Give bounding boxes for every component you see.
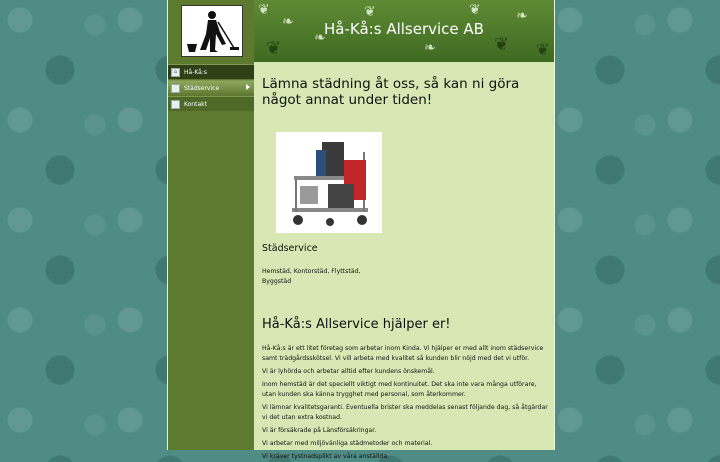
leaf-decoration-icon: ❦: [469, 2, 481, 18]
header-banner: [254, 0, 554, 62]
leaf-decoration-icon: ❦: [494, 34, 510, 55]
leaf-decoration-icon: ❧: [314, 30, 326, 46]
about-paragraph: Inom hemstäd är det speciellt viktigt med kontinuitet. Det ska inte vara många utförare, utan kunden ska känna trygghet med personal, som återkommer.: [262, 381, 537, 398]
nav-item-kontakt[interactable]: [168, 96, 254, 111]
leaf-decoration-icon: ❧: [516, 8, 528, 24]
page-icon: [171, 84, 180, 93]
about-paragraph: Vi är försäkrade på Länsförsäkringar.: [262, 427, 377, 434]
nav-item-label: Kontakt: [184, 100, 207, 108]
leaf-decoration-icon: ❧: [282, 14, 294, 30]
service-list: [262, 267, 550, 287]
submenu-arrow-icon: [246, 84, 250, 90]
nav-item-label: Städservice: [184, 84, 220, 92]
about-title: Hå-Kå:s Allservice hjälper er!: [262, 317, 451, 332]
page-headline: Lämna städning åt oss, så kan ni göra något annat under tiden!: [262, 76, 520, 108]
cleaner-silhouette-icon: [182, 6, 242, 56]
site-title: Hå-Kå:s Allservice AB: [324, 20, 484, 38]
about-paragraph: Vi lämnar kvalitetsgaranti. Eventuella brister ska meddelas senast följande dag, så åtgärdar vi det utan extra kostnad.: [262, 404, 548, 421]
service-line: Byggstäd: [262, 278, 292, 285]
leaf-decoration-icon: ❦: [258, 2, 270, 18]
leaf-decoration-icon: ❦: [266, 38, 282, 59]
about-paragraph: Hå-Kå:s är ett litet företag som arbetar inom Kinda. Vi hjälper er med allt inom städservice samt trädgårdsskötsel. Vi vill arbeta med kvalitet så kunden blir nöjd med det vi utför.: [262, 345, 544, 362]
about-paragraph: Vi kräver tystnadsplikt av våra anställda.: [262, 453, 390, 460]
sidebar: [168, 0, 254, 450]
service-title: Städservice: [262, 243, 318, 254]
about-paragraph: Vi är lyhörda och arbetar alltid efter kundens önskemål.: [262, 368, 435, 375]
leaf-decoration-icon: ❦: [364, 4, 376, 20]
main-nav: [168, 64, 254, 112]
page-icon: [171, 100, 180, 109]
nav-item-stadservice[interactable]: [168, 80, 254, 95]
home-icon: ⌂: [171, 68, 180, 77]
cleaning-cart-icon: [276, 132, 382, 233]
cleaner-logo[interactable]: [181, 5, 243, 57]
leaf-decoration-icon: ❧: [424, 40, 436, 56]
service-line: Hemstäd, Kontorstäd, Flyttstäd,: [262, 268, 361, 275]
leaf-decoration-icon: ❦: [536, 40, 550, 59]
cleaning-cart-image: [276, 132, 382, 233]
page-wrapper: [167, 0, 555, 460]
nav-item-hakas[interactable]: [168, 64, 254, 79]
main-content: [262, 62, 550, 462]
about-paragraph: Vi arbetar med miljövänliga städmetoder och material.: [262, 440, 433, 447]
nav-item-label: Hå-Kå:s: [184, 68, 208, 76]
